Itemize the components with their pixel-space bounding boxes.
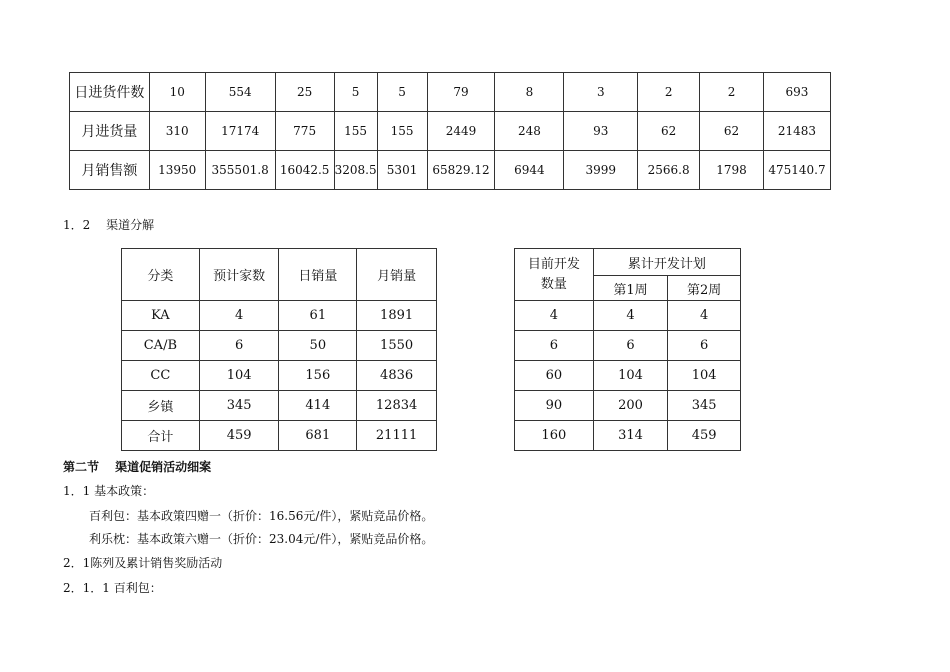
table-row bbox=[122, 361, 437, 391]
table-cell: 16042.5 bbox=[275, 151, 334, 190]
table-cell: 155 bbox=[334, 112, 377, 151]
inventory-sales-table bbox=[69, 72, 831, 190]
table-row bbox=[70, 73, 831, 112]
table-cell: 310 bbox=[149, 112, 205, 151]
table-cell: 2 bbox=[638, 73, 700, 112]
table-cell: 90 bbox=[515, 391, 594, 421]
table-cell: 合计 bbox=[122, 421, 200, 451]
table-cell: 4 bbox=[593, 301, 668, 331]
header-row bbox=[122, 249, 437, 301]
table-cell: 50 bbox=[279, 331, 357, 361]
table-row bbox=[515, 331, 741, 361]
table-cell: 156 bbox=[279, 361, 357, 391]
table-cell: 104 bbox=[593, 361, 668, 391]
row-label: 日进货件数 bbox=[70, 73, 150, 112]
table-cell: 乡镇 bbox=[122, 391, 200, 421]
table-cell: 248 bbox=[495, 112, 564, 151]
table-cell: 355501.8 bbox=[205, 151, 275, 190]
table-cell: 1550 bbox=[357, 331, 437, 361]
table-cell: 93 bbox=[564, 112, 638, 151]
table-row bbox=[122, 421, 437, 451]
table-cell: 6 bbox=[515, 331, 594, 361]
table-cell: 104 bbox=[199, 361, 279, 391]
table-cell: 5 bbox=[334, 73, 377, 112]
table-cell: 693 bbox=[763, 73, 830, 112]
table-row bbox=[122, 391, 437, 421]
table-cell: 459 bbox=[668, 421, 741, 451]
table-cell: 200 bbox=[593, 391, 668, 421]
table-cell: 4 bbox=[668, 301, 741, 331]
display-reward-heading: 2．1陈列及累计销售奖励活动 bbox=[63, 556, 223, 570]
table-cell: 414 bbox=[279, 391, 357, 421]
table-cell: 2566.8 bbox=[638, 151, 700, 190]
channel-breakdown-table bbox=[121, 248, 437, 451]
table-row bbox=[70, 112, 831, 151]
table-row bbox=[515, 391, 741, 421]
table-row bbox=[70, 151, 831, 190]
table-cell: 345 bbox=[199, 391, 279, 421]
table-cell: 65829.12 bbox=[427, 151, 495, 190]
table-cell: 62 bbox=[638, 112, 700, 151]
table-cell: 104 bbox=[668, 361, 741, 391]
table-cell: 60 bbox=[515, 361, 594, 391]
table-cell: 62 bbox=[700, 112, 764, 151]
table-cell: 21111 bbox=[357, 421, 437, 451]
table-cell: 8 bbox=[495, 73, 564, 112]
table-cell: 459 bbox=[199, 421, 279, 451]
table-cell: 6 bbox=[593, 331, 668, 361]
table-cell: 314 bbox=[593, 421, 668, 451]
table-cell: 4836 bbox=[357, 361, 437, 391]
row-label: 月销售额 bbox=[70, 151, 150, 190]
table-cell: 3 bbox=[564, 73, 638, 112]
table-cell: 345 bbox=[668, 391, 741, 421]
development-plan-table bbox=[514, 248, 741, 451]
table-cell: CC bbox=[122, 361, 200, 391]
header-cumulative-plan: 累计开发计划 bbox=[593, 249, 740, 276]
section-heading-channel-breakdown: 1．2 渠道分解 bbox=[63, 218, 155, 232]
table-cell: KA bbox=[122, 301, 200, 331]
table-cell: 1798 bbox=[700, 151, 764, 190]
column-header: 月销量 bbox=[357, 249, 437, 301]
table-cell: 1891 bbox=[357, 301, 437, 331]
policy-baili-pack: 百利包：基本政策四赠一（折价：16.56元/件），紧贴竞品价格。 bbox=[89, 509, 434, 523]
table-row bbox=[122, 331, 437, 361]
column-header: 预计家数 bbox=[199, 249, 279, 301]
table-row bbox=[515, 421, 741, 451]
header-current-count: 目前开发数量 bbox=[515, 249, 594, 301]
baili-pack-subheading: 2．1．1 百利包： bbox=[63, 581, 162, 595]
table-cell: CA/B bbox=[122, 331, 200, 361]
table-cell: 775 bbox=[275, 112, 334, 151]
table-cell: 4 bbox=[199, 301, 279, 331]
table-cell: 160 bbox=[515, 421, 594, 451]
header-week-1: 第1周 bbox=[593, 276, 668, 301]
table-cell: 12834 bbox=[357, 391, 437, 421]
table-cell: 3999 bbox=[564, 151, 638, 190]
column-header: 分类 bbox=[122, 249, 200, 301]
section-heading-promotion: 第二节 渠道促销活动细案 bbox=[63, 460, 212, 474]
table-cell: 6944 bbox=[495, 151, 564, 190]
table-cell: 2 bbox=[700, 73, 764, 112]
table-cell: 5301 bbox=[377, 151, 427, 190]
table-row bbox=[515, 301, 741, 331]
column-header: 日销量 bbox=[279, 249, 357, 301]
table-cell: 681 bbox=[279, 421, 357, 451]
policy-tetra-pillow: 利乐枕：基本政策六赠一（折价：23.04元/件），紧贴竞品价格。 bbox=[89, 532, 434, 546]
table-cell: 155 bbox=[377, 112, 427, 151]
table-cell: 4 bbox=[515, 301, 594, 331]
table-cell: 2449 bbox=[427, 112, 495, 151]
table-cell: 61 bbox=[279, 301, 357, 331]
table-cell: 13950 bbox=[149, 151, 205, 190]
table-cell: 25 bbox=[275, 73, 334, 112]
table-cell: 554 bbox=[205, 73, 275, 112]
row-label: 月进货量 bbox=[70, 112, 150, 151]
table-cell: 6 bbox=[668, 331, 741, 361]
table-cell: 79 bbox=[427, 73, 495, 112]
table-row bbox=[515, 361, 741, 391]
table-row bbox=[122, 301, 437, 331]
table-cell: 21483 bbox=[763, 112, 830, 151]
table-cell: 6 bbox=[199, 331, 279, 361]
table-cell: 3208.5 bbox=[334, 151, 377, 190]
header-week-2: 第2周 bbox=[668, 276, 741, 301]
table-cell: 17174 bbox=[205, 112, 275, 151]
basic-policy-heading: 1．1 基本政策： bbox=[63, 484, 155, 498]
table-cell: 10 bbox=[149, 73, 205, 112]
table-cell: 475140.7 bbox=[763, 151, 830, 190]
table-cell: 5 bbox=[377, 73, 427, 112]
